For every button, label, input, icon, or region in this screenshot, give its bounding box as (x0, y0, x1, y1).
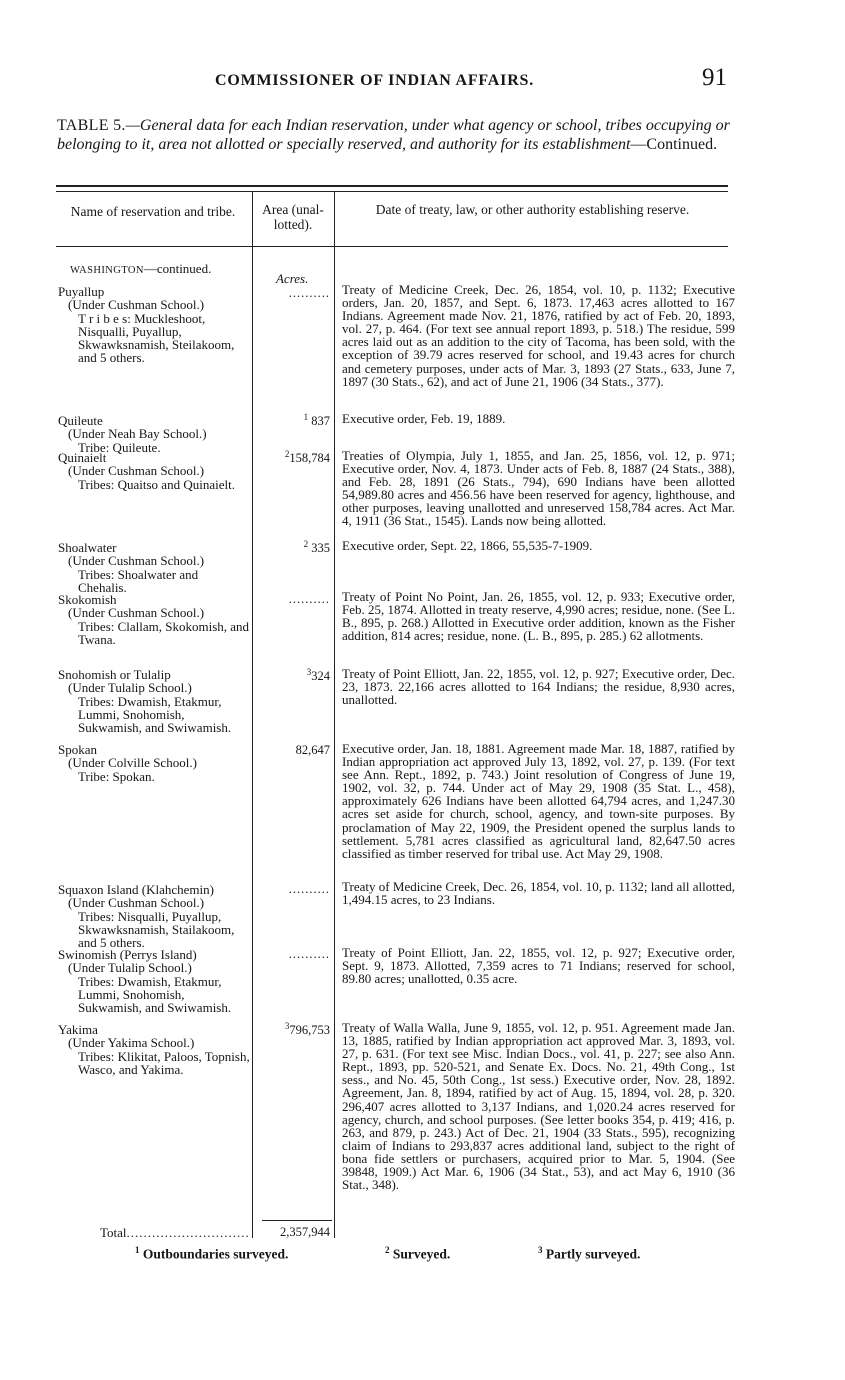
tribes: Tribes: Quaitso and Quinaielt. (78, 476, 235, 492)
area-value: $^3$324 (306, 667, 330, 684)
tribes: Tribes: Clallam, Skokomish, and Twana. (78, 618, 250, 647)
tribes: Tribes: Shoalwater and Chehalis. (78, 566, 199, 595)
column-divider-1 (252, 192, 253, 1238)
authority-text: Treaty of Point Elliott, Jan. 22, 1855, vol. 12, p. 927; Executive order, Sept. 9, 1873. Allotted, 7,359 acres to 71 Indians; reserved for school, 89.80 acres; unallotted, 0.35 acre. (342, 945, 735, 987)
section-suffix: —continued. (143, 261, 212, 276)
column-divider-2 (334, 192, 335, 1238)
reservation-name: Spokan (58, 742, 97, 757)
table-row (58, 414, 250, 454)
reservation-name: Quinaielt (58, 450, 107, 465)
total-label: Total (100, 1225, 127, 1240)
table-row (58, 743, 250, 783)
authority-text: Treaty of Point Elliott, Jan. 22, 1855, vol. 12, p. 927; Executive order, Dec. 23, 1873. 22,166 acres allotted to 164 Indians; the residue, 8,930 acres, unallotted. (342, 666, 735, 708)
units-label: Acres. (276, 271, 309, 286)
tribes: Tribes: Klikitat, Paloos, Topnish, Wasco, and Yakima. (78, 1048, 250, 1077)
table-caption (57, 116, 737, 154)
footnote-mark: 3 (306, 667, 312, 677)
agency-school: (Under Cushman School.) (68, 895, 205, 911)
column-header-authority: Date of treaty, law, or other authority establishing reserve. (375, 202, 690, 217)
table-header-rule (56, 246, 728, 247)
footnote: $^1$ Outboundaries surveyed. (135, 1245, 289, 1262)
footnote: $^3$ Partly surveyed. (538, 1245, 641, 1262)
agency-school: (Under Cushman School.) (68, 553, 205, 569)
authority-text: Treaty of Medicine Creek, Dec. 26, 1854, vol. 10, p. 1132; land all allotted, 1,494.15 acres, to 23 Indians. (342, 879, 735, 908)
authority-text: Treaty of Walla Walla, June 9, 1855, vol. 12, p. 951. Agreement made Jan. 13, 1885, ratified by Indian appropriation act approved Mar. 3, 1893, vol. 27, p. 631. (For text see Misc. Indian Docs., vol. 41, p. 227; see also Ann. Rept., 1893, pp. 520-521, and Senate Ex. Docs. No. 21, 49th Cong., 1st sess., and No. 45, 50th Cong., 1st sess.) Executive order, Nov. 28, 1892. Agreement, Jan. 8, 1894, ratified by act of Aug. 15, 1894, vol. 28, p. 320. 296,407 acres allotted to 3,137 Indians, and 1,020.24 acres reserved for agency, church, and school purposes. (See letter books 354, p. 419; 416, p. 263, and 879, p. 243.) Act of Dec. 21, 1904 (33 Stats., 595), recognizing claim of Indians to 293,837 acres additional land, subject to the right of bona fide settlers or purchasers, acquired prior to Mar. 5, 1904. (See 39848, 1909.) Act Mar. 6, 1906 (34 Stat., 53), and act May 6, 1910 (36 Stat., 348). (342, 1020, 735, 1193)
footnote-mark: 3 (284, 1021, 290, 1031)
authority-text: Executive order, Sept. 22, 1866, 55,535-7-1909. (342, 538, 593, 553)
area-leader: .......... (288, 947, 330, 961)
page-number: 91 (702, 64, 727, 91)
agency-school: (Under Tulalip School.) (68, 680, 192, 696)
reservation-name: Skokomish (58, 592, 117, 607)
caption-continued: —Continued. (630, 136, 718, 153)
section-state: WASHINGTON (70, 265, 144, 276)
agency-school: (Under Cushman School.) (68, 463, 205, 479)
tribes: Tribe: Spokan. (78, 768, 155, 784)
column-header-area: Area (unal-lotted). (262, 202, 324, 232)
table-row (58, 948, 250, 1014)
agency-school: (Under Neah Bay School.) (68, 426, 207, 442)
tribes: Tribes: Dwamish, Etakmur, Lummi, Snohomish, Sukwamish, and Swiwamish. (78, 693, 232, 736)
reservation-name: Squaxon Island (Klahchemin) (58, 882, 214, 897)
footnote-mark: 1 (303, 412, 309, 422)
authority-text: Treaties of Olympia, July 1, 1855, and Jan. 25, 1856, vol. 12, p. 971; Executive order, Nov. 4, 1873. Under acts of Feb. 8, 1887 (24 Stats., 388), and Feb. 28, 1891 (26 Stats., 794), 690 Indians have been allotted 54,989.80 acres and 456.56 have been reserved for agency, lighthouse, and other purposes, leaving unallotted and unreserved 158,784 acres. Act Mar. 4, 1911 (36 Stat., 1545). Lands now being allotted. (342, 448, 735, 529)
reservation-name: Snohomish or Tulalip (58, 667, 171, 682)
table-row (58, 668, 250, 734)
authority-text: Treaty of Medicine Creek, Dec. 26, 1854, vol. 10, p. 1132; Executive orders, Jan. 20, 1857, and Sept. 6, 1873. 17,463 acres allotted to 167 Indians. Agreement made Nov. 21, 1876, ratified by act of Feb. 20, 1893, vol. 27, p. 464. (For text see annual report 1893, p. 518.) The residue, 599 acres laid out as an addition to the city of Tacoma, has been sold, with the exception of 39.79 acres reserved for school, and 19.43 acres for church and cemetery purposes, under acts of Mar. 3, 1893 (27 Stats., 633, June 7, 1897 (30 Stats., 62), and act of June 21, 1906 (34 Stats., 377). (342, 282, 735, 389)
caption-label: TABLE 5. (57, 117, 126, 134)
area-value: $^2$ 335 (303, 539, 330, 556)
running-header: COMMISSIONER OF INDIAN AFFAIRS. (215, 72, 535, 89)
tribes: T r i b e s: Muckleshoot, Nisqualli, Puyallup, Skwawksnamish, Steilakoom, and 5 others. (78, 310, 235, 366)
agency-school: (Under Cushman School.) (68, 605, 205, 621)
table-row (58, 883, 250, 949)
area-value: $^2$158,784 (284, 449, 330, 466)
table-row (58, 451, 250, 491)
tribes: Tribes: Dwamish, Etakmur, Lummi, Snohomish, Sukwamish, and Swiwamish. (78, 973, 232, 1016)
reservation-name: Shoalwater (58, 540, 117, 555)
table-row (58, 541, 250, 594)
area-value: 82,647 (295, 743, 330, 757)
tribes: Tribe: Quileute. (78, 439, 161, 455)
agency-school: (Under Cushman School.) (68, 297, 205, 313)
reservation-name: Yakima (58, 1022, 98, 1037)
footnote-mark: 2 (303, 539, 309, 549)
reservation-name: Puyallup (58, 284, 105, 299)
agency-school: (Under Colville School.) (68, 755, 197, 771)
tribes: Tribes: Nisqualli, Puyallup, Skwawksnamish, Stailakoom, and 5 others. (78, 908, 235, 951)
area-value: $^3$796,753 (284, 1021, 330, 1038)
agency-school: (Under Yakima School.) (68, 1035, 195, 1051)
area-leader: .......... (288, 882, 330, 896)
total-rule (262, 1220, 332, 1221)
authority-text: Treaty of Point No Point, Jan. 26, 1855, vol. 12, p. 933; Executive order, Feb. 25, 1874. Allotted in treaty reserve, 4,990 acres; residue, none. (See L. B., 895, p. 268.) Allotted in Executive order addition, known as the Fisher addition, 814 acres; residue, none. (L. B., 895, p. 285.) 62 allotments. (342, 589, 735, 644)
caption-description: —General data for each Indian reservation, under what agency or school, tribes occupying or belonging to it, area not allotted or specially reserved, and authority for its establishment (57, 117, 730, 153)
section-heading (70, 262, 211, 277)
agency-school: (Under Tulalip School.) (68, 960, 192, 976)
authority-text: Executive order, Feb. 19, 1889. (342, 411, 506, 426)
authority-text: Executive order, Jan. 18, 1881. Agreement made Mar. 18, 1887, ratified by Indian appropriation act approved July 13, 1892, vol. 27, p. 139. (For text see Ann. Rept., 1892, p. 743.) Joint resolution of Congress of June 19, 1902, vol. 32, p. 744. Under act of May 29, 1908 (35 Stat. L., 458), approximately 626 Indians have been allotted 64,794 acres, and 1,247.30 acres set aside for church, school, agency, and town-site purposes. By proclamation of May 22, 1909, the President opened the surplus lands to settlement. 5,781 acres classified as agricultural land, 82,647.50 acres classified as timber reserved for tribal use. Act May 29, 1908. (342, 741, 735, 861)
total-row: Total............................. (100, 1225, 250, 1240)
footnote: $^2$ Surveyed. (385, 1245, 451, 1262)
table-row (58, 285, 250, 365)
table-top-rule (56, 185, 728, 187)
footnote-mark: 2 (284, 449, 290, 459)
table-row (58, 593, 250, 646)
area-leader: .......... (288, 286, 330, 300)
reservation-name: Quileute (58, 413, 103, 428)
total-value: 2,357,944 (280, 1225, 330, 1239)
reservation-name: Swinomish (Perrys Island) (58, 947, 197, 962)
area-value: $^1$ 837 (303, 412, 330, 429)
area-leader: .......... (288, 592, 330, 606)
column-header-name: Name of reservation and tribe. (70, 204, 236, 219)
table-row (58, 1023, 250, 1076)
table-top-rule-thin (56, 191, 728, 192)
